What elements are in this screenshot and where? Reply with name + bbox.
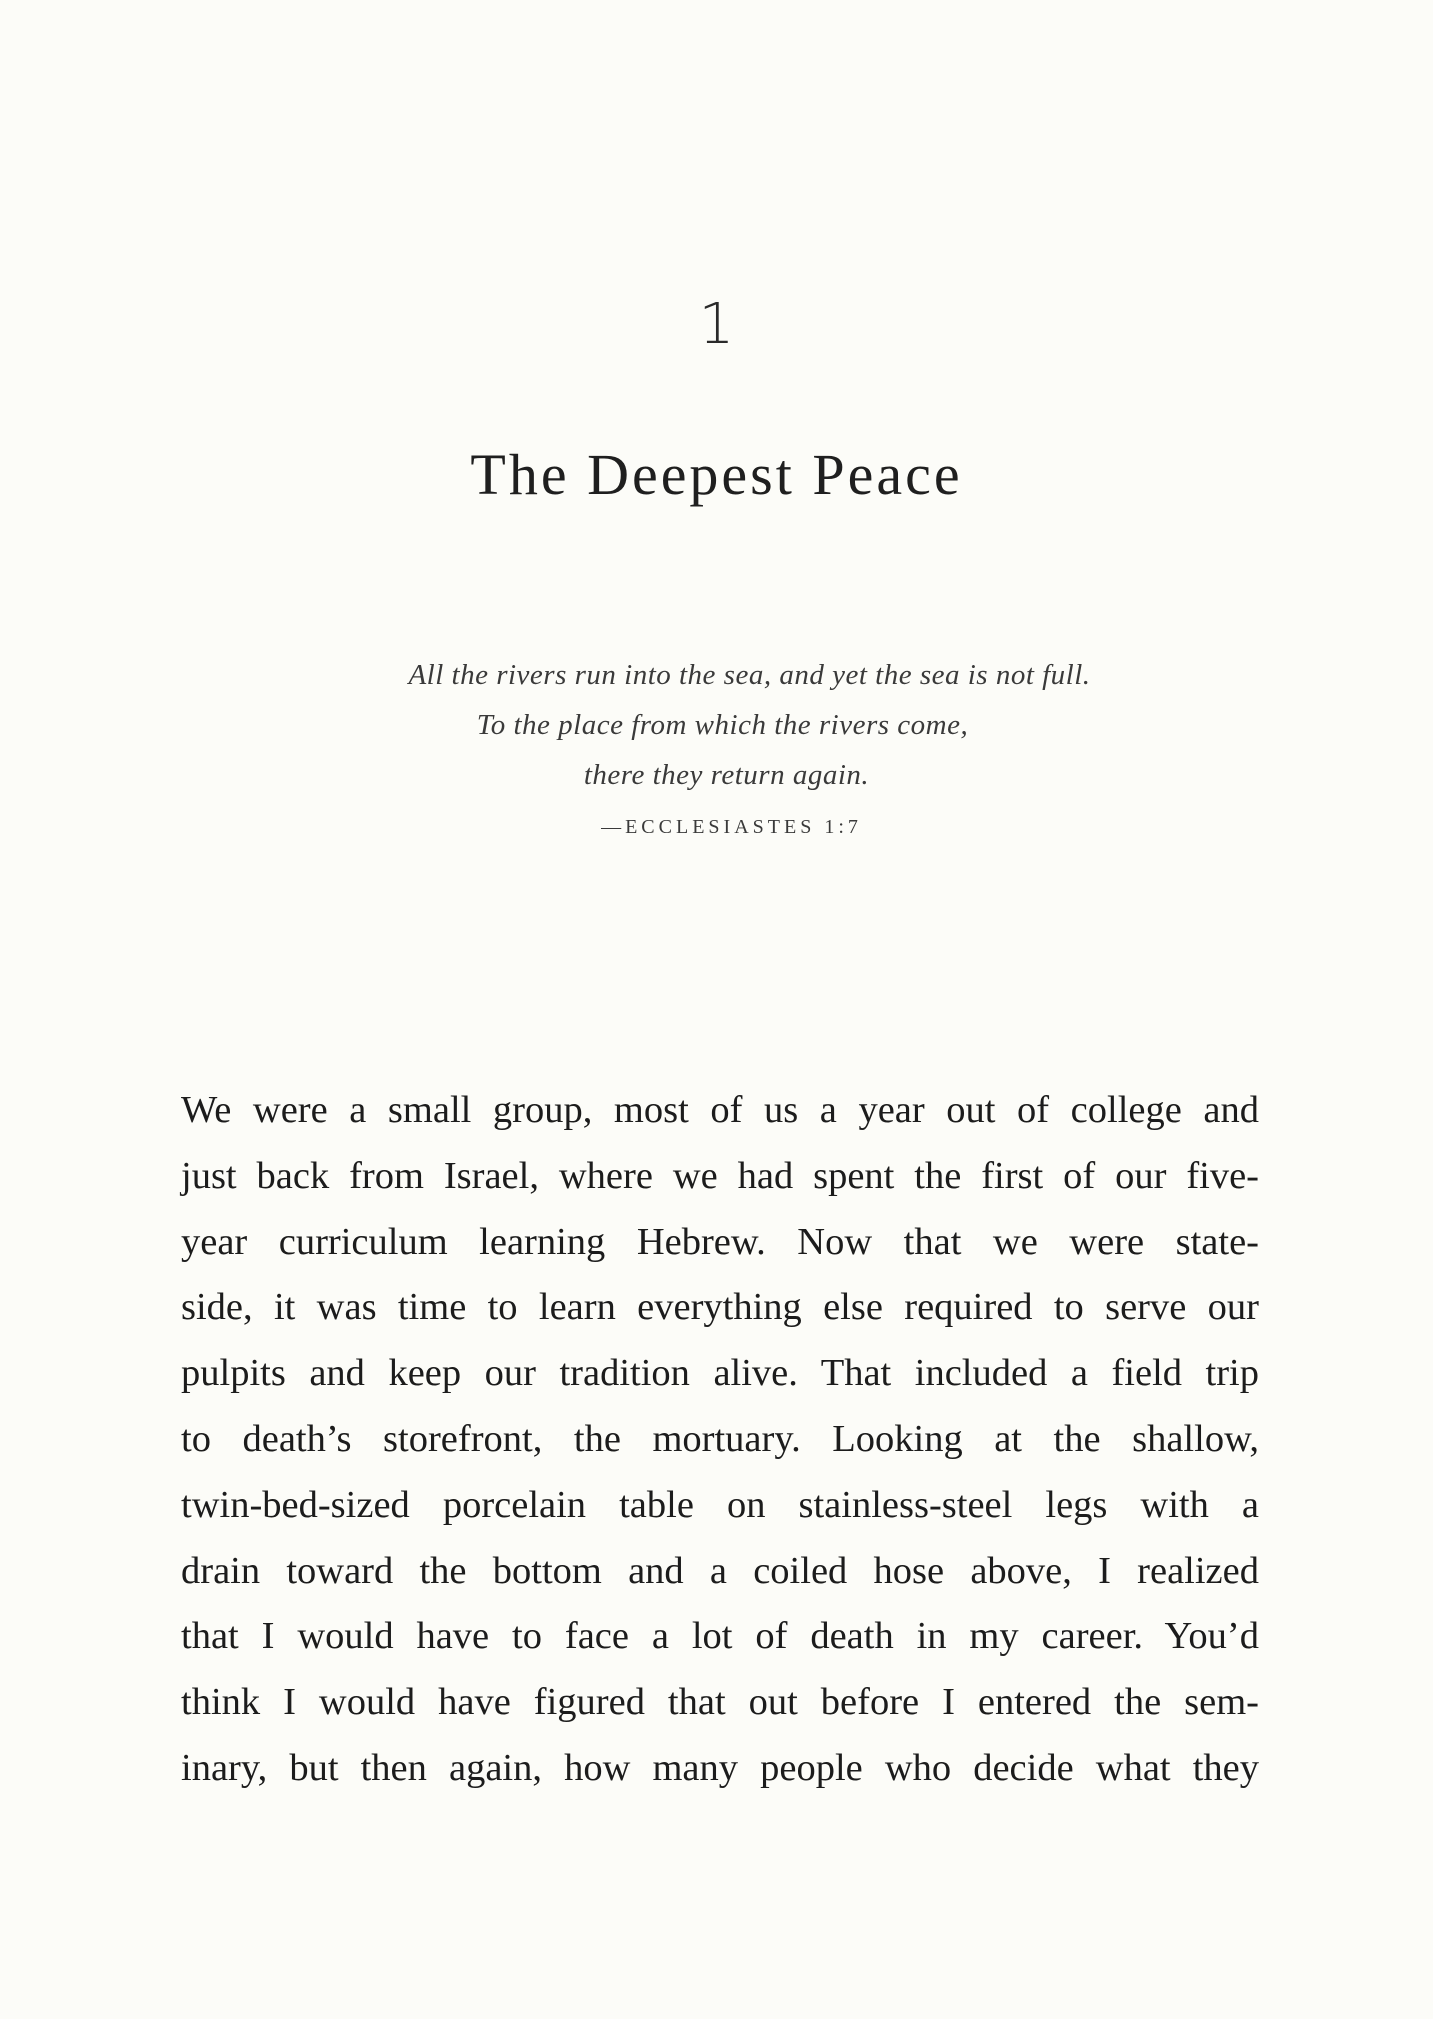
body-line: pulpits and keep our tradition alive. That included a field trip bbox=[181, 1352, 1259, 1395]
chapter-title: The Deepest Peace bbox=[470, 442, 963, 507]
body-line: We were a small group, most of us a year out of college and bbox=[181, 1089, 1259, 1131]
epigraph-line: To the place from which the rivers come, bbox=[476, 709, 969, 741]
body-line: year curriculum learning Hebrew. Now that we were state- bbox=[181, 1220, 1259, 1263]
body-line: twin-bed-sized porcelain table on stainless-steel legs with a bbox=[181, 1483, 1259, 1526]
epigraph bbox=[0, 650, 1433, 852]
chapter-number: 1 bbox=[698, 292, 735, 357]
body-line: think I would have figured that out before I entered the sem- bbox=[181, 1681, 1259, 1724]
epigraph-line: there they return again. bbox=[583, 759, 870, 791]
body-line: inary, but then again, how many people who decide what they bbox=[181, 1746, 1259, 1789]
body-line: just back from Israel, where we had spent the first of our five- bbox=[181, 1154, 1259, 1197]
epigraph-attribution: —ECCLESIASTES 1:7 bbox=[601, 816, 862, 838]
body-paragraph bbox=[181, 1078, 1259, 1802]
body-line: side, it was time to learn everything else required to serve our bbox=[181, 1286, 1259, 1329]
epigraph-line: All the rivers run into the sea, and yet the sea is not full. bbox=[408, 659, 1091, 691]
body-line: to death’s storefront, the mortuary. Looking at the shallow, bbox=[181, 1417, 1259, 1460]
body-line: that I would have to face a lot of death in my career. You’d bbox=[181, 1615, 1259, 1658]
body-line: drain toward the bottom and a coiled hose above, I realized bbox=[181, 1549, 1259, 1592]
